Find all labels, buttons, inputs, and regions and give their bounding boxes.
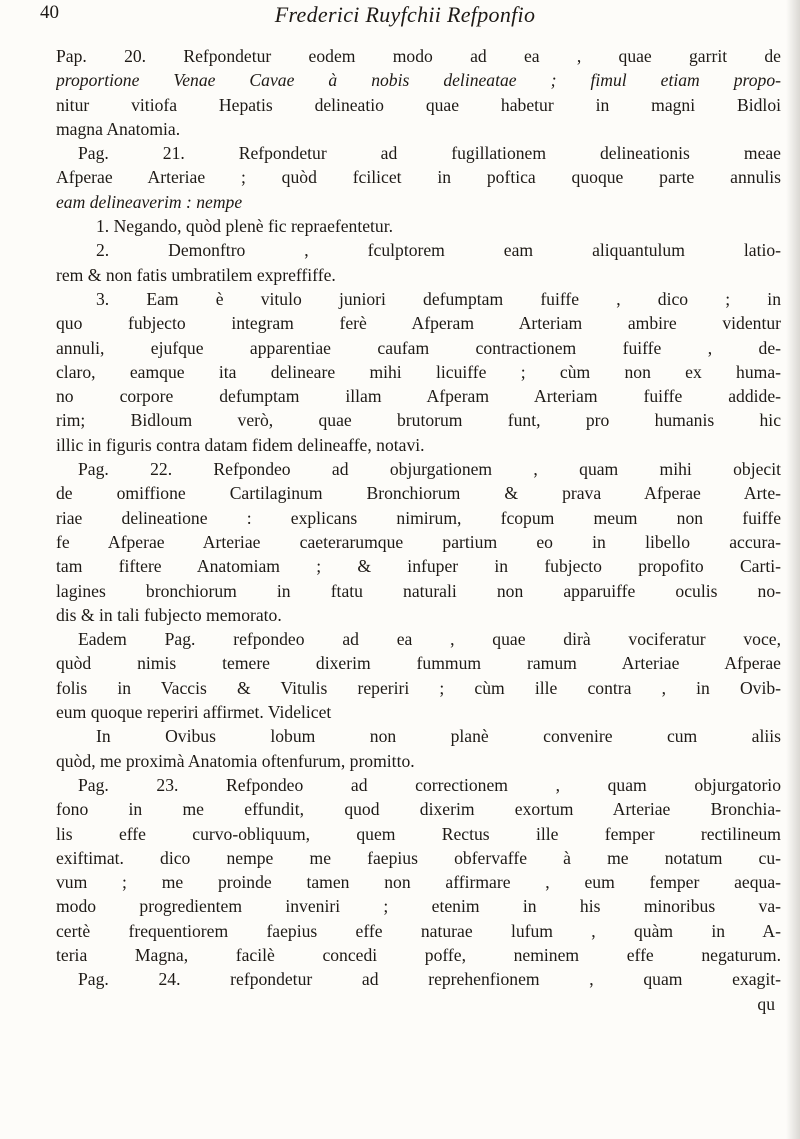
text-line: In Ovibus lobum non planè convenire cum aliis (96, 726, 781, 747)
text-line: lis effe curvo-obliquum, quem Rectus ille femper rectilineum (56, 823, 781, 844)
text-line: no corpore defumptam illam Afperam Arteriam fuiffe addide- (56, 386, 781, 407)
text-line: modo progredientem inveniri ; etenim in his minoribus va- (56, 896, 781, 917)
text-line: quòd, me proximà Anatomia oftenfurum, promitto. (56, 750, 415, 771)
page-number: 40 (40, 2, 59, 23)
text-line: tam fiftere Anatomiam ; & infuper in fubjecto propofito Carti- (56, 556, 781, 577)
text-line: Pag. 21. Refpondetur ad fugillationem delineationis meae (78, 143, 781, 164)
text-line: rem & non fatis umbratilem expreffiffe. (56, 264, 336, 285)
text-line: 1. Negando, quòd plenè fic repraefentetur. (96, 216, 394, 237)
text-line: proportione Venae Cavae à nobis delineatae ; fimul etiam propo- (56, 70, 781, 91)
text-line: exiftimat. dico nempe me faepius obfervaffe à me notatum cu- (56, 847, 781, 868)
text-line: teria Magna, facilè concedi poffe, neminem effe negaturum. (56, 944, 781, 965)
text-line: vum ; me proinde tamen non affirmare , eum femper aequa- (56, 872, 781, 893)
text-line: fe Afperae Arteriae caeterarumque partium eo in libello accura- (56, 531, 781, 552)
text-line: annuli, ejufque apparentiae caufam contractionem fuiffe , de- (56, 337, 781, 358)
text-line: eam delineaverim : nempe (56, 191, 243, 212)
text-line: eum quoque reperiri affirmet. Videlicet (56, 702, 332, 723)
text-line: dis & in tali fubjecto memorato. (56, 604, 282, 625)
text-line: Pap. 20. Refpondetur eodem modo ad ea , quae garrit de (56, 46, 781, 66)
text-line: magna Anatomia. (56, 118, 181, 139)
text-line: claro, eamque ita delineare mihi licuiffe ; cùm non ex huma- (56, 361, 781, 382)
text-line: de omiffione Cartilaginum Bronchiorum & prava Afperae Arte- (56, 483, 781, 504)
text-line: Pag. 23. Refpondeo ad correctionem , quam objurgatorio (78, 774, 781, 795)
page-edge-shadow (786, 0, 800, 1139)
catchword: qu (757, 993, 775, 1014)
text-line: nitur vitiofa Hepatis delineatio quae habetur in magni Bidloi (56, 94, 781, 115)
text-line: Eadem Pag. refpondeo ad ea , quae dirà vociferatur voce, (78, 629, 781, 650)
text-line: quo fubjecto integram ferè Afperam Arteriam ambire videntur (56, 313, 781, 334)
page-header (40, 2, 770, 32)
running-head: Frederici Ruyfchii Refponfio (274, 2, 536, 27)
text-line: Pag. 22. Refpondeo ad objurgationem , quam mihi objecit (78, 459, 781, 480)
text-line: quòd nimis temere dixerim fummum ramum Arteriae Afperae (56, 653, 781, 674)
body-text (56, 44, 781, 1016)
text-line: illic in figuris contra datam fidem delineaffe, notavi. (56, 434, 425, 455)
text-line: Afperae Arteriae ; quòd fcilicet in poftica quoque parte annulis (56, 167, 781, 188)
text-line: 3. Eam è vitulo juniori defumptam fuiffe , dico ; in (96, 288, 781, 309)
text-line: rim; Bidloum verò, quae brutorum funt, pro humanis hic (56, 410, 781, 431)
text-line: 2. Demonftro , fculptorem eam aliquantulum latio- (96, 240, 781, 261)
text-line: fono in me effundit, quod dixerim exortum Arteriae Bronchia- (56, 799, 781, 820)
text-line: certè frequentiorem faepius effe naturae lufum , quàm in A- (56, 920, 781, 941)
text-line: riae delineatione : explicans nimirum, fcopum meum non fuiffe (56, 507, 781, 528)
text-line: lagines bronchiorum in ftatu naturali non apparuiffe oculis no- (56, 580, 781, 601)
text-line: Pag. 24. refpondetur ad reprehenfionem , quam exagit- (78, 969, 781, 990)
text-line: folis in Vaccis & Vitulis reperiri ; cùm ille contra , in Ovib- (56, 677, 781, 698)
